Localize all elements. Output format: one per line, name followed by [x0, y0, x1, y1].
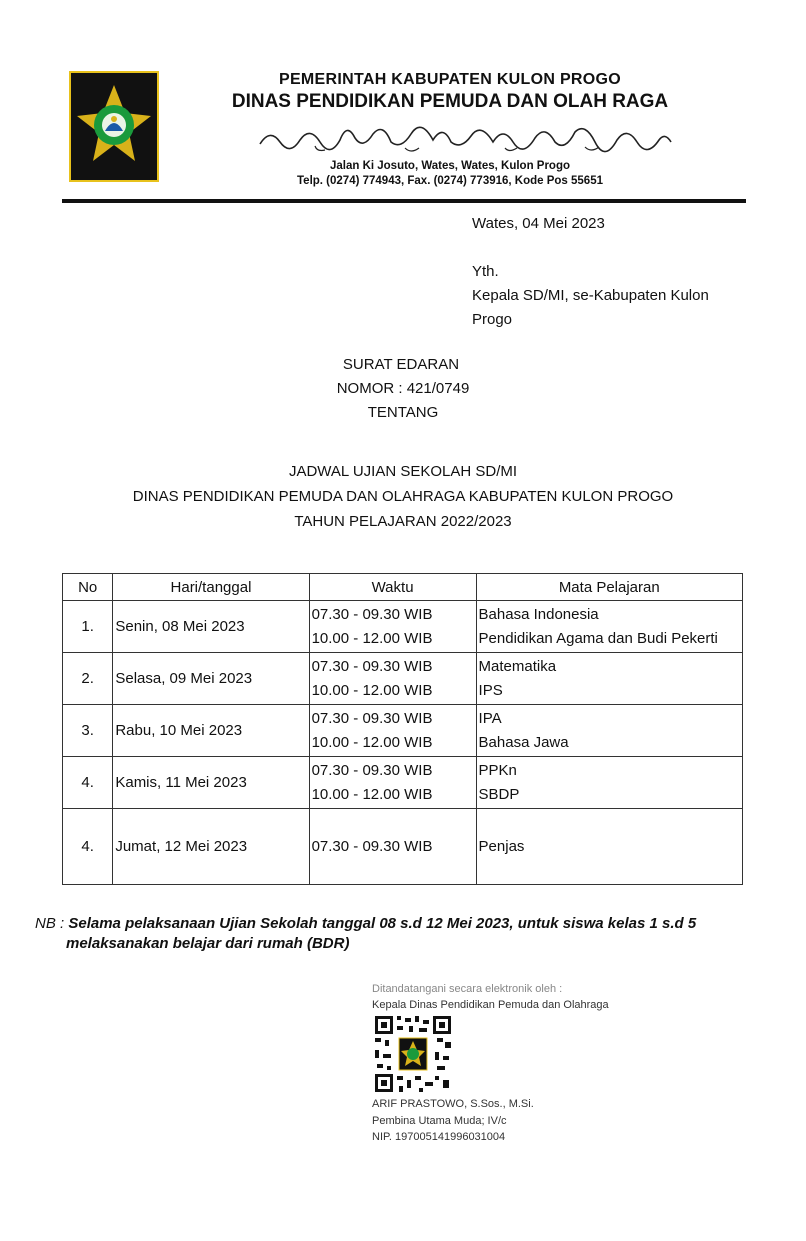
note-label: NB :	[35, 915, 65, 932]
row-day: Jumat, 12 Mei 2023	[113, 809, 309, 885]
table-row	[63, 809, 743, 885]
agency-name: DINAS PENDIDIKAN PEMUDA DAN OLAH RAGA	[231, 91, 669, 112]
col-header-day: Hari/tanggal	[113, 574, 309, 601]
row-no: 1.	[63, 601, 113, 653]
javanese-script-icon	[255, 120, 675, 154]
time-slot: 10.00 - 12.00 WIB	[311, 785, 433, 803]
row-day: Kamis, 11 Mei 2023	[113, 757, 309, 809]
row-subjects	[476, 757, 742, 809]
title-line-3: TAHUN PELAJARAN 2022/2023	[294, 513, 512, 530]
e-sign-note: Ditandatangani secara elektronik oleh :	[372, 983, 563, 995]
row-times	[309, 809, 476, 885]
table-header-row	[63, 574, 743, 601]
signer-position: Kepala Dinas Pendidikan Pemuda dan Olahraga	[372, 999, 609, 1011]
recipient: Kepala SD/MI, se-Kabupaten Kulon Progo	[472, 287, 709, 328]
time-slot: 10.00 - 12.00 WIB	[311, 629, 433, 647]
time-slot: 07.30 - 09.30 WIB	[311, 709, 433, 727]
subject: PPKn	[478, 761, 517, 779]
doc-type: SURAT EDARAN	[342, 356, 460, 373]
col-header-subject: Mata Pelajaran	[476, 574, 742, 601]
row-day: Rabu, 10 Mei 2023	[113, 705, 309, 757]
signer-name: ARIF PRASTOWO, S.Sos., M.Si.	[372, 1098, 534, 1110]
row-no: 4.	[63, 809, 113, 885]
title-line-1: JADWAL UJIAN SEKOLAH SD/MI	[288, 463, 518, 480]
subject: Bahasa Jawa	[478, 733, 569, 751]
table-row	[63, 705, 743, 757]
signer-nip: NIP. 197005141996031004	[372, 1131, 506, 1143]
time-slot: 10.00 - 12.00 WIB	[311, 681, 433, 699]
subject: SBDP	[478, 785, 520, 803]
note-line-1: Selama pelaksanaan Ujian Sekolah tanggal 08 s.d 12 Mei 2023, untuk siswa kelas 1 s.d 5	[68, 915, 697, 932]
row-day: Selasa, 09 Mei 2023	[113, 653, 309, 705]
row-no: 3.	[63, 705, 113, 757]
doc-number: NOMOR : 421/0749	[336, 380, 470, 397]
table-row	[63, 757, 743, 809]
title-line-2: DINAS PENDIDIKAN PEMUDA DAN OLAHRAGA KABUPATEN KULON PROGO	[132, 488, 674, 505]
col-header-no: No	[63, 574, 113, 601]
recipient-block	[472, 260, 742, 332]
time-slot: 07.30 - 09.30 WIB	[311, 605, 433, 623]
signer-rank: Pembina Utama Muda; IV/c	[372, 1115, 507, 1127]
subject: Pendidikan Agama dan Budi Pekerti	[478, 629, 718, 647]
row-no: 2.	[63, 653, 113, 705]
row-times	[309, 601, 476, 653]
header-divider	[62, 199, 746, 203]
agency-address: Jalan Ki Josuto, Wates, Wates, Kulon Progo	[329, 160, 571, 172]
qr-code-icon	[375, 1016, 451, 1092]
row-no: 4.	[63, 757, 113, 809]
subject: IPS	[478, 681, 503, 699]
table-row	[63, 653, 743, 705]
row-day: Senin, 08 Mei 2023	[113, 601, 309, 653]
time-slot: 07.30 - 09.30 WIB	[311, 837, 433, 855]
time-slot: 07.30 - 09.30 WIB	[311, 657, 433, 675]
row-subjects	[476, 705, 742, 757]
subject: IPA	[478, 709, 502, 727]
kulon-progo-emblem-icon	[69, 71, 159, 182]
subject: Penjas	[478, 837, 525, 855]
time-slot: 07.30 - 09.30 WIB	[311, 761, 433, 779]
table-row	[63, 601, 743, 653]
note-line-2: melaksanakan belajar dari rumah (BDR)	[66, 935, 350, 952]
subject: Matematika	[478, 657, 557, 675]
row-subjects	[476, 653, 742, 705]
row-times	[309, 705, 476, 757]
time-slot: 10.00 - 12.00 WIB	[311, 733, 433, 751]
row-times	[309, 757, 476, 809]
doc-about: TENTANG	[367, 404, 439, 421]
yth-label: Yth.	[472, 263, 499, 280]
note-block	[35, 914, 755, 954]
col-header-time: Waktu	[309, 574, 476, 601]
subject: Bahasa Indonesia	[478, 605, 599, 623]
place-date: Wates, 04 Mei 2023	[472, 215, 605, 232]
row-times	[309, 653, 476, 705]
agency-contact: Telp. (0274) 774943, Fax. (0274) 773916, Kode Pos 55651	[297, 175, 603, 187]
gov-name: PEMERINTAH KABUPATEN KULON PROGO	[278, 71, 622, 88]
exam-schedule-table	[62, 573, 743, 885]
row-subjects	[476, 601, 742, 653]
row-subjects	[476, 809, 742, 885]
